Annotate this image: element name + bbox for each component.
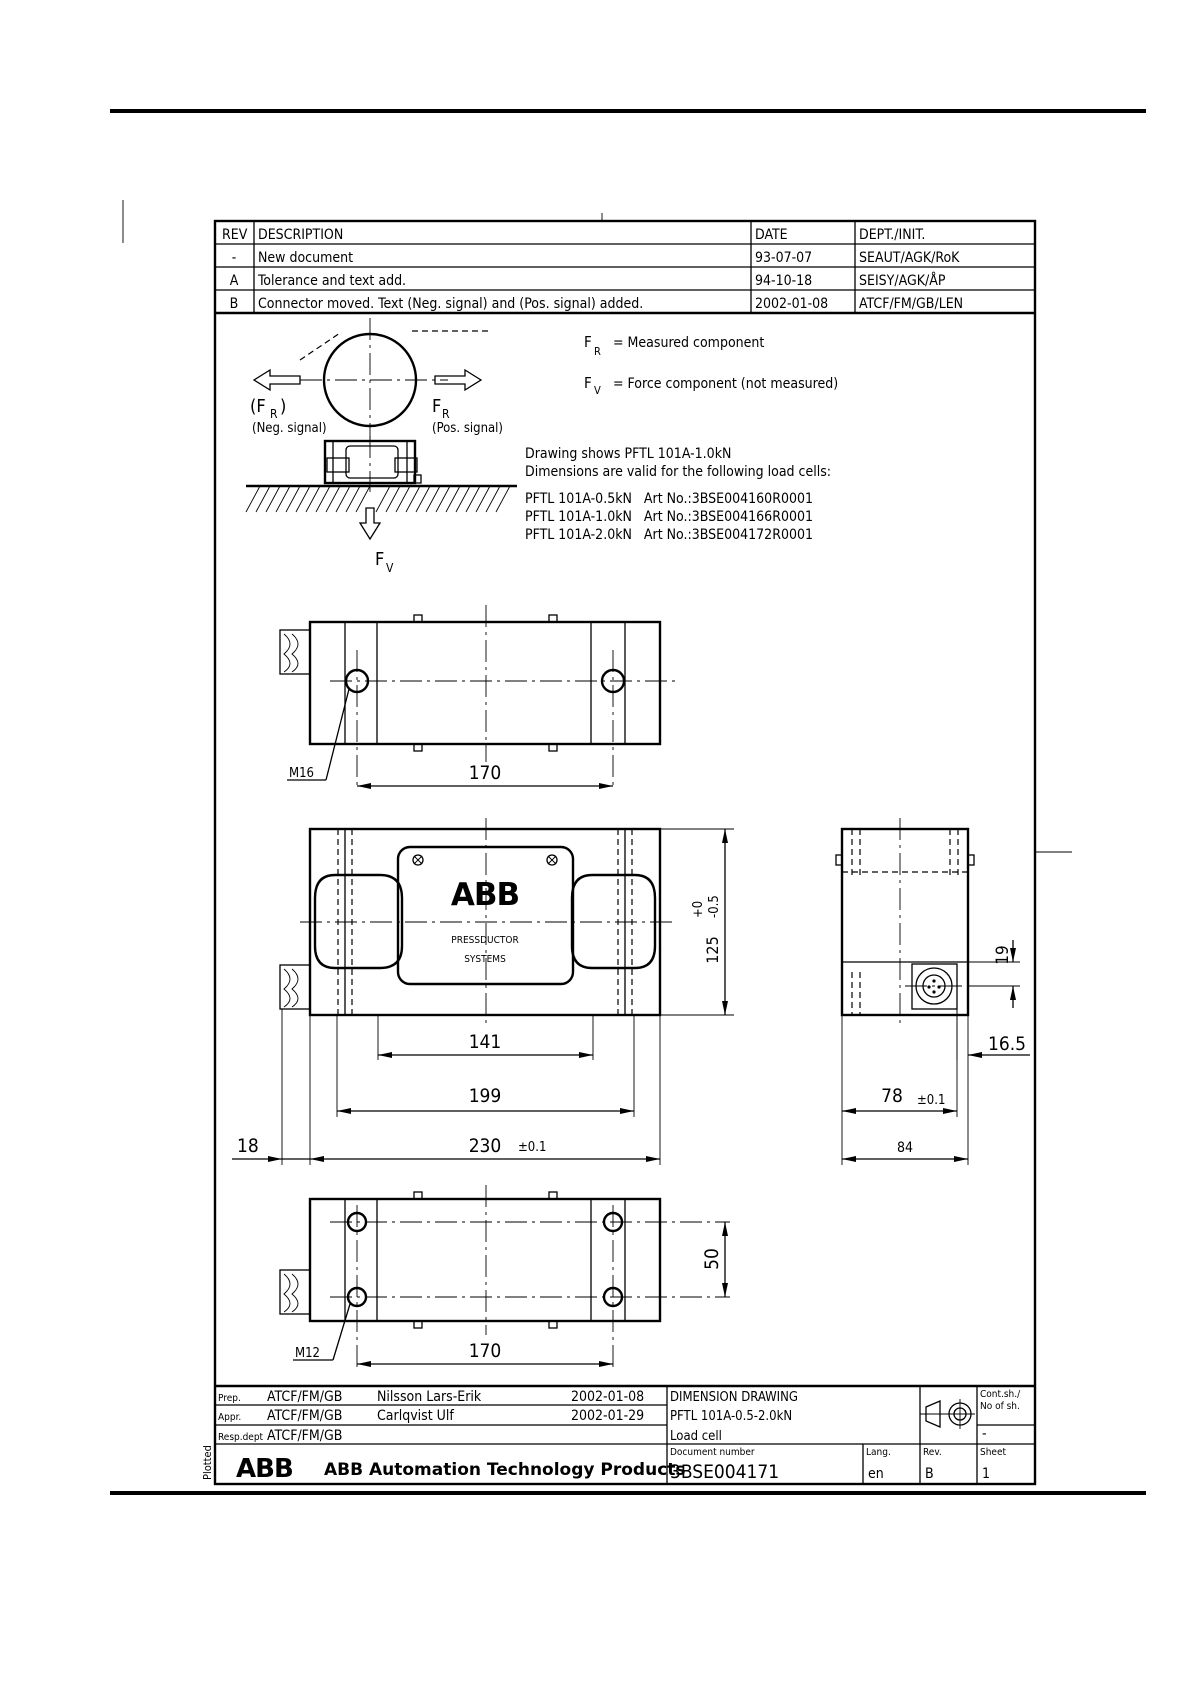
description-cell: New document xyxy=(258,250,354,266)
dimension-label: 84 xyxy=(896,1140,914,1156)
legend-fv-text: = Force component (not measured) xyxy=(613,376,839,392)
cont-label: No of sh. xyxy=(980,1401,1020,1412)
title-line2: PFTL 101A-0.5-2.0kN xyxy=(670,1409,793,1424)
fv-label: F xyxy=(375,549,385,570)
title-line1: DIMENSION DRAWING xyxy=(670,1390,798,1405)
prep-dept: ATCF/FM/GB xyxy=(267,1389,343,1405)
fr-pos-subscript: R xyxy=(442,407,450,421)
legend-fv-symbol: F xyxy=(584,374,592,392)
side-view xyxy=(836,818,1030,1165)
notes xyxy=(525,446,831,543)
rev-cell: A xyxy=(229,273,239,289)
dimension-label: 230 xyxy=(468,1135,502,1157)
prep-date: 2002-01-08 xyxy=(571,1389,645,1405)
thread-label: M12 xyxy=(295,1346,320,1361)
legend-fr-symbol: F xyxy=(584,333,592,351)
device-label-line1: PRESSDUCTOR xyxy=(451,935,519,946)
description-cell: Connector moved. Text (Neg. signal) and (Pos. signal) added. xyxy=(258,296,644,312)
title-block xyxy=(201,1386,1035,1484)
dimension-label: 141 xyxy=(468,1031,502,1053)
revision-table xyxy=(215,221,1035,313)
rev-header: REV xyxy=(222,227,248,243)
title-line3: Load cell xyxy=(670,1429,722,1444)
dept-cell: SEAUT/AGK/RoK xyxy=(859,250,960,266)
thread-label: M16 xyxy=(289,766,314,781)
dimension-label: 170 xyxy=(468,762,502,784)
appr-label: Appr. xyxy=(218,1412,242,1423)
notes-cell: PFTL 101A-2.0kN Art No.:3BSE004172R0001 xyxy=(525,527,813,543)
company-name: ABB Automation Technology Products xyxy=(324,1460,686,1480)
sheet-value: 1 xyxy=(982,1466,991,1482)
sheet-label: Sheet xyxy=(980,1447,1007,1458)
dimension-tolerance: ±0.1 xyxy=(917,1093,946,1108)
dimension-label: 170 xyxy=(468,1340,502,1362)
description-header: DESCRIPTION xyxy=(258,227,344,243)
tolerance-upper: +0 xyxy=(691,900,706,918)
lang-value: en xyxy=(868,1466,884,1482)
legend-fr-subscript: R xyxy=(594,345,601,358)
rev-cell: B xyxy=(229,296,239,312)
resp-dept: ATCF/FM/GB xyxy=(267,1428,343,1444)
neg-signal-label: (Neg. signal) xyxy=(252,421,327,436)
dimension-label: 50 xyxy=(701,1248,723,1270)
tolerance-lower: -0.5 xyxy=(707,895,722,918)
legend-fr-text: = Measured component xyxy=(613,335,765,351)
lang-label: Lang. xyxy=(866,1447,891,1458)
fv-subscript: V xyxy=(386,561,394,575)
dept-cell: ATCF/FM/GB/LEN xyxy=(859,296,964,312)
resp-label: Resp.dept xyxy=(218,1432,264,1443)
notes-cell: PFTL 101A-0.5kN Art No.:3BSE004160R0001 xyxy=(525,491,813,507)
bottom-view xyxy=(280,1185,730,1370)
date-cell: 2002-01-08 xyxy=(755,296,829,312)
fr-neg-subscript: R xyxy=(270,407,278,421)
dept-header: DEPT./INIT. xyxy=(859,227,926,243)
legend-fv-subscript: V xyxy=(594,384,601,397)
prep-name: Nilsson Lars-Erik xyxy=(377,1389,482,1405)
description-cell: Tolerance and text add. xyxy=(258,273,407,289)
cont-label: Cont.sh./ xyxy=(980,1389,1021,1400)
date-cell: 94-10-18 xyxy=(755,273,813,289)
prep-label: Prep. xyxy=(218,1393,241,1404)
front-view xyxy=(232,818,734,1165)
force-diagram xyxy=(246,318,517,575)
dimension-label: 19 xyxy=(993,945,1013,965)
document-number: 3BSE004171 xyxy=(670,1461,780,1483)
notes-shows: Drawing shows PFTL 101A-1.0kN xyxy=(525,446,732,462)
legend xyxy=(584,333,838,397)
dimension-label: 18 xyxy=(237,1135,259,1157)
docnum-label: Document number xyxy=(670,1447,755,1458)
dimension-label: 78 xyxy=(881,1085,903,1107)
date-header: DATE xyxy=(755,227,788,243)
fr-neg-close: ) xyxy=(280,396,287,417)
rev-label: Rev. xyxy=(923,1447,942,1458)
appr-name: Carlqvist Ulf xyxy=(377,1408,454,1424)
dimension-tolerance: ±0.1 xyxy=(518,1140,547,1155)
rev-cell: - xyxy=(231,250,237,266)
top-view xyxy=(280,605,678,790)
fr-pos-label: F xyxy=(432,396,442,417)
fr-neg-label: (F xyxy=(250,396,266,417)
appr-dept: ATCF/FM/GB xyxy=(267,1408,343,1424)
cont-value: - xyxy=(982,1426,987,1442)
plotted-label: Plotted xyxy=(201,1445,214,1480)
appr-date: 2002-01-29 xyxy=(571,1408,645,1424)
date-cell: 93-07-07 xyxy=(755,250,813,266)
pos-signal-label: (Pos. signal) xyxy=(432,421,503,436)
abb-logo: ABB xyxy=(450,877,520,913)
dimension-label: 16.5 xyxy=(988,1033,1027,1055)
notes-cell: PFTL 101A-1.0kN Art No.:3BSE004166R0001 xyxy=(525,509,813,525)
abb-logo: ABB xyxy=(236,1454,293,1484)
projection-symbol-icon xyxy=(920,1399,975,1429)
dimension-label: 125 xyxy=(703,936,722,964)
device-label-line2: SYSTEMS xyxy=(464,954,506,965)
notes-valid: Dimensions are valid for the following load cells: xyxy=(525,464,832,480)
dimension-label: 199 xyxy=(468,1085,502,1107)
dept-cell: SEISY/AGK/ÅP xyxy=(859,273,946,289)
rev-value: B xyxy=(925,1466,934,1482)
